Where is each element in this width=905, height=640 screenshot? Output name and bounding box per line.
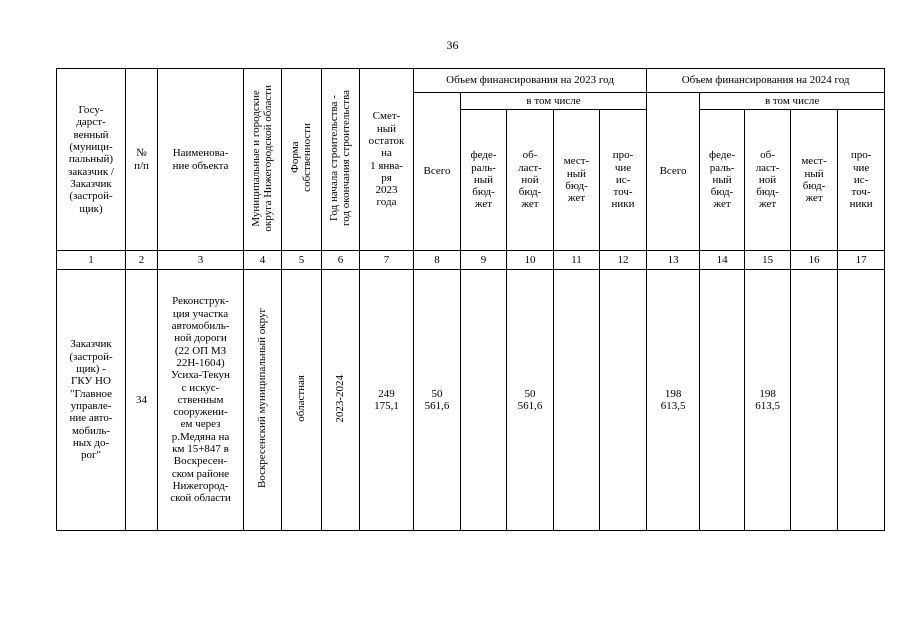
cell-2023-federal: [461, 270, 507, 531]
header-years: Год начала строительства - год окончания строительства: [322, 69, 360, 251]
cell-2024-total: 198 613,5: [647, 270, 700, 531]
funding-table: [56, 68, 885, 531]
column-number: 13: [647, 251, 700, 270]
column-number: 1: [57, 251, 126, 270]
cell-2023-regional: 50 561,6: [507, 270, 554, 531]
cell-ownership: областная: [282, 270, 322, 531]
header-funding-2024: Объем финансирования на 2024 год: [647, 69, 885, 93]
column-number: 9: [461, 251, 507, 270]
column-number: 4: [244, 251, 282, 270]
cell-2023-total: 50 561,6: [414, 270, 461, 531]
cell-district: Воскресенский муниципальный округ: [244, 270, 282, 531]
header-2024-local: мест- ный бюд- жет: [791, 110, 838, 251]
column-number: 15: [745, 251, 791, 270]
cell-2024-local: [791, 270, 838, 531]
column-number: 11: [554, 251, 600, 270]
column-number: 10: [507, 251, 554, 270]
cell-2023-local: [554, 270, 600, 531]
header-2023-other: про- чие ис- точ- ники: [600, 110, 647, 251]
header-estimate: Смет- ный остаток на 1 янва- ря 2023 года: [360, 69, 414, 251]
header-customer: Госу- дарст- венный (муници- пальный) заказчик / Заказчик (застрой- щик): [57, 69, 126, 251]
cell-years: 2023-2024: [322, 270, 360, 531]
header-2024-total: Всего: [647, 93, 700, 251]
column-number: 6: [322, 251, 360, 270]
header-districts: Муниципальные и городские округа Нижегородской области: [244, 69, 282, 251]
header-2024-other: про- чие ис- точ- ники: [838, 110, 885, 251]
column-number-row: [57, 251, 885, 270]
header-2023-federal: феде- раль- ный бюд- жет: [461, 110, 507, 251]
header-2023-including: в том числе: [461, 93, 647, 110]
column-number: 17: [838, 251, 885, 270]
header-row-number: № п/п: [126, 69, 158, 251]
header-2024-federal: феде- раль- ный бюд- жет: [700, 110, 745, 251]
cell-2024-regional: 198 613,5: [745, 270, 791, 531]
header-2024-including: в том числе: [700, 93, 885, 110]
column-number: 5: [282, 251, 322, 270]
column-number: 14: [700, 251, 745, 270]
cell-2023-other: [600, 270, 647, 531]
header-2023-total: Всего: [414, 93, 461, 251]
column-number: 8: [414, 251, 461, 270]
header-object-name: Наименова- ние объекта: [158, 69, 244, 251]
column-number: 2: [126, 251, 158, 270]
cell-object: Реконструк- ция участка автомобиль- ной дороги (22 ОП МЗ 22Н-1604) Усиха-Текун с искус- ственным сооружени- ем через р.Медяна на км 15+847 в Воскресен- ском районе Нижегород- ской области: [158, 270, 244, 531]
column-number: 3: [158, 251, 244, 270]
column-number: 7: [360, 251, 414, 270]
header-funding-2023: Объем финансирования на 2023 год: [414, 69, 647, 93]
header-2024-regional: об- ласт- ной бюд- жет: [745, 110, 791, 251]
cell-2024-other: [838, 270, 885, 531]
header-ownership: Форма собственности: [282, 69, 322, 251]
column-number: 12: [600, 251, 647, 270]
cell-2024-federal: [700, 270, 745, 531]
page-number: 36: [446, 38, 459, 52]
cell-row-number: 34: [126, 270, 158, 531]
table-row: [57, 270, 885, 531]
cell-estimate: 249 175,1: [360, 270, 414, 531]
header-2023-local: мест- ный бюд- жет: [554, 110, 600, 251]
header-2023-regional: об- ласт- ной бюд- жет: [507, 110, 554, 251]
column-number: 16: [791, 251, 838, 270]
cell-customer: Заказчик (застрой- щик) - ГКУ НО "Главное управле- ние авто- мобиль- ных до- рог": [57, 270, 126, 531]
